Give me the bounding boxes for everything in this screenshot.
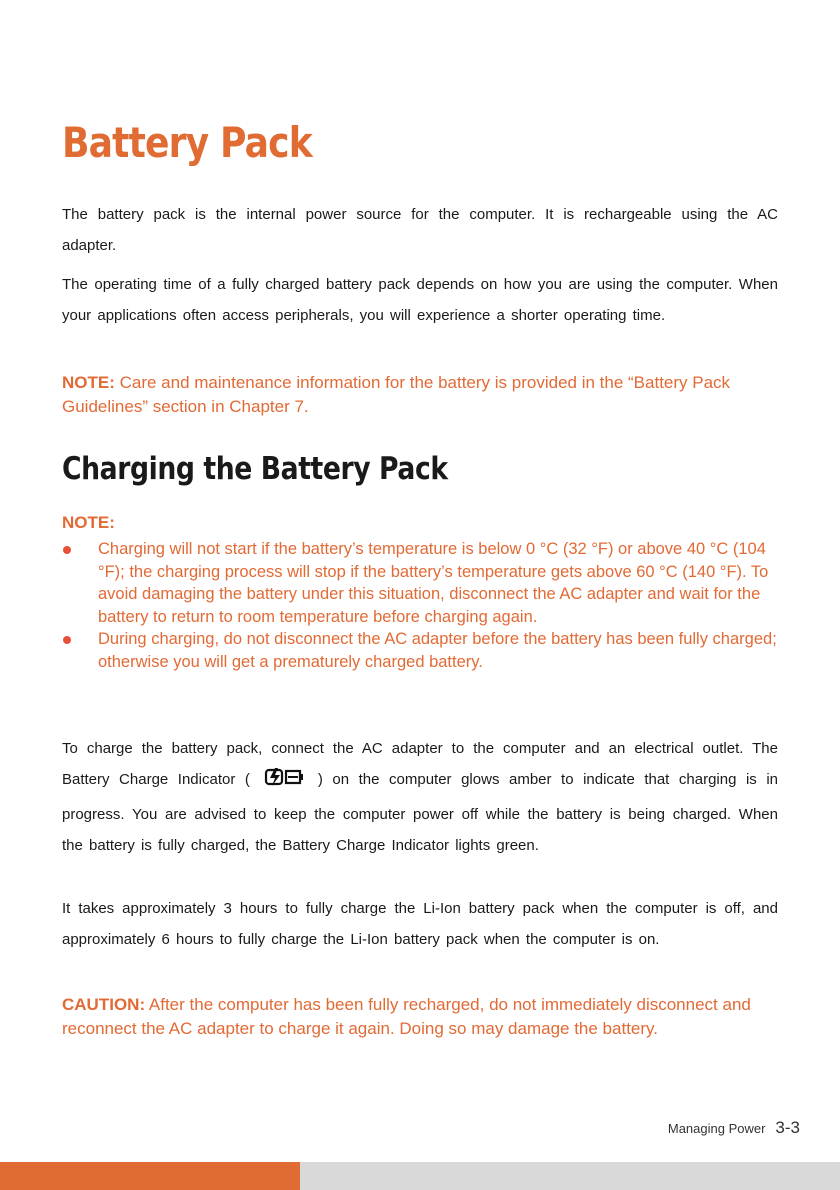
footer-accent-bar bbox=[0, 1162, 300, 1190]
bullet-icon bbox=[63, 636, 71, 644]
page-number: 3-3 bbox=[775, 1118, 800, 1137]
paragraph-charge-procedure bbox=[62, 733, 778, 861]
paragraph-text-after-icon: ) on the computer glows amber to indicate that charging is in progress. You are advised to keep the computer power off while the battery is being charged. When the battery is fully charged, the Battery Charge Indicator lights green. bbox=[62, 771, 779, 854]
caution-label: CAUTION: bbox=[62, 995, 146, 1014]
note-text: Care and maintenance information for the battery is provided in the “Battery Pack Guidelines” section in Chapter 7. bbox=[62, 373, 731, 416]
note-charging-list bbox=[62, 538, 778, 673]
caution-reconnect bbox=[62, 993, 778, 1041]
page-footer bbox=[668, 1118, 800, 1138]
paragraph-charge-time: It takes approximately 3 hours to fully charge the Li-Ion battery pack when the computer is off, and approximately 6 hours to fully charge the Li-Ion battery pack when the computer is on. bbox=[62, 900, 778, 948]
list-item-text: During charging, do not disconnect the AC adapter before the battery has been fully charged; otherwise you will get a prematurely charged battery. bbox=[98, 630, 777, 671]
paragraph-text-before-icon: To charge the battery pack, connect the AC adapter to the computer and an electrical outlet. The Battery Charge Indicator ( bbox=[62, 740, 778, 788]
bullet-icon bbox=[63, 546, 71, 554]
note-charging-label: NOTE: bbox=[62, 513, 115, 532]
battery-charge-icon bbox=[264, 766, 304, 799]
footer-gray-bar bbox=[300, 1162, 840, 1190]
heading-charging-battery-pack: Charging the Battery Pack bbox=[62, 451, 448, 487]
paragraph-intro: The battery pack is the internal power source for the computer. It is rechargeable using the AC adapter. bbox=[62, 206, 778, 254]
heading-battery-pack: Battery Pack bbox=[62, 118, 312, 167]
note-label: NOTE: bbox=[62, 373, 115, 392]
footer-section: Managing Power bbox=[667, 1121, 766, 1136]
list-item-text: Charging will not start if the battery’s temperature is below 0 °C (32 °F) or above 40 °C (104 °F); the charging process will stop if the battery’s temperature gets above 60 °C (140 °F). To avoid damaging the battery under this situation, disconnect the AC adapter and wait for the battery to return to room temperature before charging again. bbox=[98, 540, 769, 626]
note-care-maintenance bbox=[62, 371, 778, 419]
caution-text: After the computer has been fully recharged, do not immediately disconnect and reconnect the AC adapter to charge it again. Doing so may damage the battery. bbox=[62, 995, 751, 1038]
list-item bbox=[62, 538, 778, 628]
list-item bbox=[62, 628, 778, 673]
paragraph-operating-time: The operating time of a fully charged battery pack depends on how you are using the computer. When your applications often access peripherals, you will experience a shorter operating time. bbox=[62, 276, 778, 324]
